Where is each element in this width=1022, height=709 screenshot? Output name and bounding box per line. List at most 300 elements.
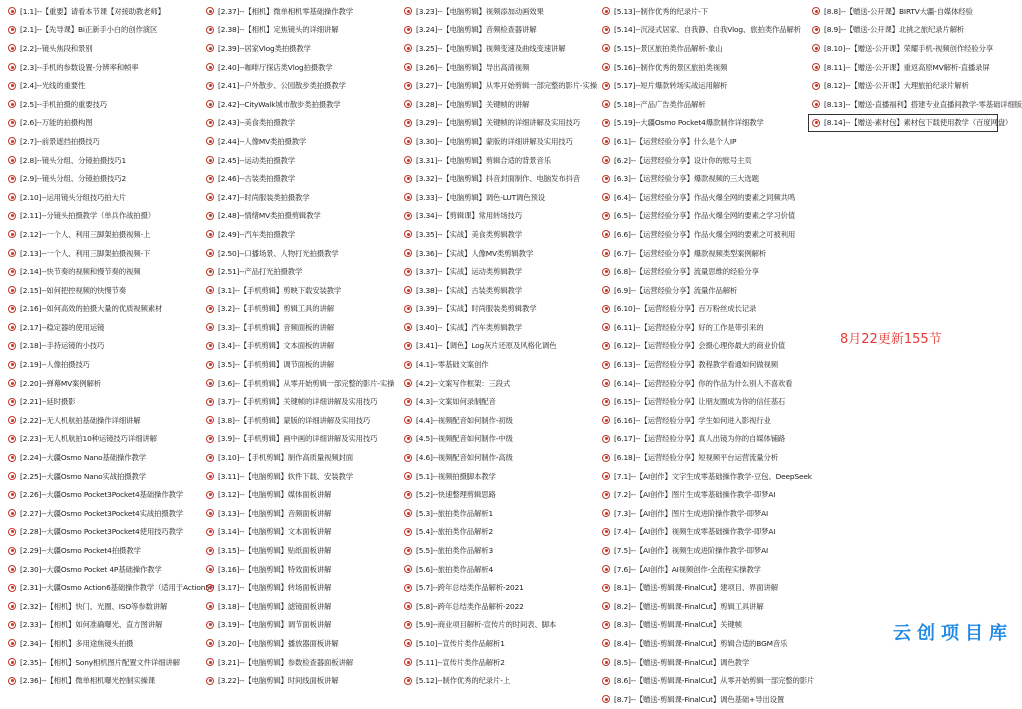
course-list-item[interactable] — [598, 2, 804, 21]
course-item-label: [6.16]--【运营经验分享】学生如何进入影视行业 — [614, 415, 771, 425]
course-item-label: [7.2]--【AI创作】图片生成零基础操作教学-即梦AI — [614, 490, 776, 500]
course-item-label: [2.14]--快节奏的视频和慢节奏的视频 — [20, 267, 141, 277]
course-item-label: [3.3]--【手机剪辑】音频面板的讲解 — [218, 322, 334, 332]
course-list-item[interactable] — [400, 653, 594, 672]
course-item-label: [6.10]--【运营经验分享】百万粉丝成长记录 — [614, 304, 757, 314]
record-icon — [404, 379, 412, 387]
course-list-item[interactable] — [400, 337, 594, 356]
course-list-item[interactable] — [400, 523, 594, 542]
record-icon — [602, 547, 610, 555]
record-icon — [602, 398, 610, 406]
course-list-item[interactable] — [598, 169, 804, 188]
course-list-item[interactable] — [400, 151, 594, 170]
course-list-item[interactable] — [202, 318, 396, 337]
course-list-item[interactable] — [202, 523, 396, 542]
record-icon — [8, 7, 16, 15]
course-list-item[interactable] — [598, 188, 804, 207]
record-icon — [602, 137, 610, 145]
course-item-label: [2.30]--大疆Osmo Pocket 4P基础操作教学 — [20, 564, 162, 574]
record-icon — [404, 193, 412, 201]
course-list-item[interactable] — [598, 690, 804, 709]
course-item-label: [2.19]--人像拍摄技巧 — [20, 360, 90, 370]
course-list-item[interactable] — [4, 597, 198, 616]
course-list-item[interactable] — [400, 541, 594, 560]
course-list-item[interactable] — [808, 21, 998, 40]
record-icon — [8, 491, 16, 499]
course-item-label: [1.1]--【重要】请看本节课【对接助教老师】 — [20, 6, 165, 16]
course-item-label: [3.18]--【电脑剪辑】滤镜面板讲解 — [218, 601, 332, 611]
course-list-item[interactable] — [4, 169, 198, 188]
course-list-item[interactable] — [4, 151, 198, 170]
course-item-label: [2.1]--【先导课】Bi正新手小白的创作演区 — [20, 25, 158, 35]
course-item-label: [3.23]--【电脑剪辑】视频添加动画效果 — [416, 6, 544, 16]
course-list-item[interactable] — [202, 653, 396, 672]
course-item-label: [5.13]--制作优秀的纪录片-下 — [614, 6, 709, 16]
record-icon — [206, 658, 214, 666]
course-list-item[interactable] — [400, 39, 594, 58]
course-list-item[interactable] — [400, 355, 594, 374]
record-icon — [602, 584, 610, 592]
course-list-item[interactable] — [4, 560, 198, 579]
course-list-item[interactable] — [4, 281, 198, 300]
course-item-label: [5.7]--跨年总结类作品解析-2021 — [416, 583, 524, 593]
course-item-label: [2.25]--大疆Osmo Nano实战拍摄教学 — [20, 471, 146, 481]
course-list-item[interactable] — [400, 58, 594, 77]
record-icon — [602, 435, 610, 443]
course-item-label: [2.41]--户外散步、公园散步类拍摄教学 — [218, 81, 346, 91]
course-item-label: [6.13]--【运营经验分享】教程教学看通如何做视频 — [614, 360, 778, 370]
record-icon — [404, 286, 412, 294]
course-list-item[interactable] — [4, 671, 198, 690]
course-list-item[interactable] — [598, 21, 804, 40]
course-list-item[interactable] — [598, 578, 804, 597]
course-list-item[interactable] — [202, 337, 396, 356]
course-list-item[interactable] — [4, 523, 198, 542]
course-list-item[interactable] — [598, 411, 804, 430]
course-list-item[interactable] — [400, 411, 594, 430]
course-item-label: [8.13]--【赠送-直播福利】搭建专业直播间教学-零基础详细版 — [824, 99, 1022, 109]
record-icon — [812, 63, 820, 71]
course-list-item[interactable] — [202, 21, 396, 40]
course-list-item[interactable] — [202, 485, 396, 504]
record-icon — [602, 175, 610, 183]
course-list-item[interactable] — [4, 467, 198, 486]
record-icon — [206, 602, 214, 610]
record-icon — [602, 44, 610, 52]
record-icon — [602, 361, 610, 369]
course-item-label: [2.6]--万能的拍摄构图 — [20, 118, 93, 128]
record-icon — [206, 621, 214, 629]
course-list-item[interactable] — [4, 392, 198, 411]
course-item-label: [5.19]--大疆Osmo Pocket4爆款制作详细教学 — [614, 118, 764, 128]
record-icon — [602, 677, 610, 685]
course-list-item[interactable] — [202, 262, 396, 281]
record-icon — [812, 82, 820, 90]
record-icon — [602, 342, 610, 350]
course-list-item[interactable] — [4, 541, 198, 560]
record-icon — [404, 305, 412, 313]
course-list-item[interactable] — [400, 560, 594, 579]
record-icon — [404, 602, 412, 610]
record-icon — [404, 584, 412, 592]
course-list-item[interactable] — [4, 653, 198, 672]
course-list-item[interactable] — [4, 318, 198, 337]
course-list-item[interactable] — [400, 225, 594, 244]
record-icon — [206, 286, 214, 294]
record-icon — [602, 528, 610, 536]
course-list-item[interactable] — [400, 281, 594, 300]
record-icon — [206, 398, 214, 406]
course-item-label: [2.40]--咖啡厅探店类Vlog拍摄教学 — [218, 62, 333, 72]
record-icon — [206, 26, 214, 34]
course-list-item[interactable] — [400, 207, 594, 226]
course-list-item[interactable] — [202, 355, 396, 374]
course-item-label: [6.1]--【运营经验分享】什么是个人IP — [614, 136, 737, 146]
course-list-item[interactable] — [202, 597, 396, 616]
record-icon — [206, 491, 214, 499]
course-item-label: [6.3]--【运营经验分享】爆款视频的三大选题 — [614, 174, 759, 184]
course-item-label: [6.12]--【运营经验分享】会摄心理你最大的商业价值 — [614, 341, 786, 351]
course-list-item[interactable] — [400, 95, 594, 114]
course-list-item[interactable] — [4, 374, 198, 393]
course-list-item[interactable] — [400, 318, 594, 337]
record-icon — [8, 286, 16, 294]
course-list-item[interactable] — [400, 262, 594, 281]
course-item-label: [2.23]--无人机航拍10种运镜技巧详细讲解 — [20, 434, 157, 444]
course-item-label: [8.11]--【赠送-公开课】重返高原MV解析-直播录屏 — [824, 62, 990, 72]
course-list-item[interactable] — [4, 95, 198, 114]
record-icon — [8, 621, 16, 629]
course-list-item[interactable] — [202, 467, 396, 486]
record-icon — [404, 7, 412, 15]
course-list-item[interactable] — [808, 114, 1013, 133]
record-icon — [8, 435, 16, 443]
course-column — [598, 2, 815, 709]
course-list-item[interactable] — [598, 76, 804, 95]
record-icon — [8, 361, 16, 369]
course-item-label: [3.4]--【手机剪辑】文本面板的讲解 — [218, 341, 334, 351]
course-list-item[interactable] — [202, 560, 396, 579]
course-list-item[interactable] — [4, 132, 198, 151]
course-list-item[interactable] — [400, 374, 594, 393]
record-icon — [602, 454, 610, 462]
course-item-label: [2.29]--大疆Osmo Pocket4拍摄教学 — [20, 546, 141, 556]
course-list-item[interactable] — [202, 616, 396, 635]
course-list-item[interactable] — [4, 504, 198, 523]
course-item-label: [3.33]--【电脑剪辑】调色-LUT调色预设 — [416, 192, 545, 202]
course-item-label: [3.20]--【电脑剪辑】播放器面板讲解 — [218, 638, 339, 648]
course-list-item[interactable] — [202, 225, 396, 244]
course-list-item[interactable] — [4, 448, 198, 467]
course-list-item[interactable] — [202, 430, 396, 449]
course-list-item[interactable] — [598, 300, 804, 319]
record-icon — [602, 491, 610, 499]
course-item-label: [2.43]--美食类拍摄教学 — [218, 118, 296, 128]
record-icon — [404, 119, 412, 127]
course-item-label: [4.4]--视频配音如何制作-初级 — [416, 415, 513, 425]
course-list-item[interactable] — [400, 76, 597, 95]
course-list-item[interactable] — [202, 504, 396, 523]
course-list-item[interactable] — [400, 430, 594, 449]
course-list-item[interactable] — [202, 374, 396, 393]
record-icon — [602, 26, 610, 34]
course-item-label: [3.13]--【电脑剪辑】音频面板讲解 — [218, 508, 332, 518]
course-list-item[interactable] — [4, 188, 198, 207]
course-list-item[interactable] — [202, 95, 396, 114]
record-icon — [602, 416, 610, 424]
course-list-item[interactable] — [598, 541, 804, 560]
record-icon — [206, 268, 214, 276]
record-icon — [602, 7, 610, 15]
course-list-item[interactable] — [598, 467, 812, 486]
course-list-item[interactable] — [400, 634, 594, 653]
course-item-label: [8.6]--【赠送-剪辑课-FinalCut】从零开始剪辑一部完整的影片 — [614, 676, 815, 686]
course-list-item[interactable] — [202, 207, 396, 226]
course-list-item[interactable] — [400, 578, 594, 597]
course-list-item[interactable] — [4, 337, 198, 356]
course-list-item[interactable] — [598, 653, 804, 672]
course-item-label: [5.1]--视频拍摄脚本教学 — [416, 471, 496, 481]
record-icon — [206, 528, 214, 536]
course-item-label: [5.11]--宣传片类作品解析2 — [416, 657, 505, 667]
course-item-label: [3.38]--【实战】古装类剪辑教学 — [416, 285, 523, 295]
course-item-label: [3.7]--【手机剪辑】关键帧的详细讲解及实用技巧 — [218, 397, 378, 407]
course-list-item[interactable] — [202, 300, 396, 319]
course-list-item[interactable] — [598, 504, 804, 523]
record-icon — [404, 658, 412, 666]
course-list-item[interactable] — [202, 392, 396, 411]
course-list-item[interactable] — [598, 132, 804, 151]
record-icon — [404, 137, 412, 145]
course-list-item[interactable] — [598, 39, 804, 58]
course-list-item[interactable] — [4, 300, 198, 319]
record-icon — [602, 379, 610, 387]
course-list-item[interactable] — [4, 411, 198, 430]
course-list-item[interactable] — [598, 281, 804, 300]
course-list-item[interactable] — [400, 2, 594, 21]
course-list-item[interactable] — [598, 262, 804, 281]
course-list-item[interactable] — [202, 188, 396, 207]
course-item-label: [3.36]--【实战】人像MV类剪辑教学 — [416, 248, 534, 258]
record-icon — [206, 361, 214, 369]
course-list-item[interactable] — [400, 169, 594, 188]
course-item-label: [5.8]--跨年总结类作品解析-2022 — [416, 601, 524, 611]
course-list-item[interactable] — [400, 616, 594, 635]
course-list-item[interactable] — [4, 616, 198, 635]
course-list-item[interactable] — [598, 448, 804, 467]
course-list-item[interactable] — [4, 76, 198, 95]
course-list-item[interactable] — [598, 114, 804, 133]
course-list-item[interactable] — [400, 392, 594, 411]
course-item-label: [3.26]--【电脑剪辑】导出高清视频 — [416, 62, 530, 72]
course-list-item[interactable] — [400, 300, 594, 319]
record-icon — [602, 119, 610, 127]
course-item-label: [2.22]--无人机航拍基础操作详细讲解 — [20, 415, 141, 425]
course-list-item[interactable] — [202, 448, 396, 467]
record-icon — [206, 249, 214, 257]
course-item-label: [2.47]--时尚服装类拍摄教学 — [218, 192, 310, 202]
record-icon — [602, 268, 610, 276]
course-list-item[interactable] — [202, 411, 396, 430]
record-icon — [206, 547, 214, 555]
course-item-label: [3.31]--【电脑剪辑】剪辑合适的背景音乐 — [416, 155, 551, 165]
course-list-item[interactable] — [598, 207, 804, 226]
record-icon — [602, 305, 610, 313]
course-item-label: [6.8]--【运营经验分享】流量思维的经验分享 — [614, 267, 759, 277]
course-list-item[interactable] — [400, 21, 594, 40]
course-list-item[interactable] — [202, 634, 396, 653]
course-list-item[interactable] — [598, 337, 804, 356]
course-list-item[interactable] — [400, 485, 594, 504]
course-item-label: [2.8]--镜头分组、分镜拍摄技巧1 — [20, 155, 127, 165]
course-item-label: [4.5]--视频配音如何制作-中级 — [416, 434, 513, 444]
watermark-logo: 云创项目库 — [893, 623, 1013, 644]
record-icon — [206, 82, 214, 90]
course-list-item[interactable] — [400, 504, 594, 523]
course-item-label: [6.9]--【运营经验分享】流量作品解析 — [614, 285, 738, 295]
course-item-label: [2.34]--【相机】多用途焦镜头拍摄 — [20, 638, 134, 648]
record-icon — [8, 547, 16, 555]
course-list-item[interactable] — [400, 467, 594, 486]
course-list-item[interactable] — [598, 523, 804, 542]
course-item-label: [3.11]--【电脑剪辑】软件下载、安装教学 — [218, 471, 353, 481]
course-list-item[interactable] — [4, 578, 215, 597]
record-icon — [404, 454, 412, 462]
record-icon — [602, 100, 610, 108]
course-list-item[interactable] — [400, 114, 594, 133]
record-icon — [206, 63, 214, 71]
record-icon — [8, 677, 16, 685]
course-item-label: [3.22]--【电脑剪辑】时间线面板讲解 — [218, 676, 339, 686]
course-item-label: [3.19]--【电脑剪辑】调节面板讲解 — [218, 620, 332, 630]
course-item-label: [8.14]--【赠送-素材包】素材包下载使用教学（百度网盘） — [824, 118, 1013, 128]
course-item-label: [2.36]--【相机】微单相机曝光控制实操课 — [20, 676, 155, 686]
course-item-label: [2.33]--【相机】如何准确曝光、直方图讲解 — [20, 620, 163, 630]
record-icon — [602, 212, 610, 220]
course-item-label: [2.26]--大疆Osmo Pocket3Pocket4基础操作教学 — [20, 490, 184, 500]
course-list-item[interactable] — [598, 485, 804, 504]
course-item-label: [8.4]--【赠送-剪辑课-FinalCut】剪辑合适的BGM音乐 — [614, 638, 788, 648]
record-icon — [812, 26, 820, 34]
course-list-item[interactable] — [202, 281, 396, 300]
course-list-item[interactable] — [202, 114, 396, 133]
course-list-item[interactable] — [598, 58, 804, 77]
course-list-item[interactable] — [4, 225, 198, 244]
record-icon — [404, 416, 412, 424]
record-icon — [602, 565, 610, 573]
course-list-item[interactable] — [202, 671, 396, 690]
course-list-item[interactable] — [4, 430, 198, 449]
record-icon — [206, 509, 214, 517]
record-icon — [8, 454, 16, 462]
course-list-item[interactable] — [202, 2, 396, 21]
record-icon — [8, 212, 16, 220]
course-list-item[interactable] — [4, 39, 198, 58]
course-list-item[interactable] — [598, 225, 804, 244]
course-item-label: [2.21]--延时摄影 — [20, 397, 76, 407]
course-list-item[interactable] — [598, 355, 804, 374]
course-list-item[interactable] — [598, 671, 815, 690]
course-list-item[interactable] — [598, 430, 804, 449]
record-icon — [404, 100, 412, 108]
course-list-item[interactable] — [202, 58, 396, 77]
course-list-item[interactable] — [808, 76, 998, 95]
course-list-item[interactable] — [4, 21, 198, 40]
record-icon — [812, 44, 820, 52]
record-icon — [206, 565, 214, 573]
course-item-label: [6.14]--【运营经验分享】你的作品为什么别人不喜欢看 — [614, 378, 793, 388]
course-list-item[interactable] — [202, 132, 396, 151]
course-item-label: [3.32]--【电脑剪辑】抖音封面制作、电脑发布抖音 — [416, 174, 580, 184]
course-item-label: [2.15]--如何把控视频的快慢节奏 — [20, 285, 127, 295]
course-list-item[interactable] — [598, 95, 804, 114]
course-list-item[interactable] — [598, 151, 804, 170]
record-icon — [404, 621, 412, 629]
course-list-item[interactable] — [808, 95, 1022, 114]
course-list-item[interactable] — [202, 169, 396, 188]
record-icon — [404, 491, 412, 499]
course-list-item[interactable] — [598, 244, 804, 263]
course-item-label: [4.2]--文案写作框架：三段式 — [416, 378, 511, 388]
course-item-label: [8.9]--【赠送-公开课】北挑之旅纪录片解析 — [824, 25, 965, 35]
course-list-item[interactable] — [4, 355, 198, 374]
course-list-item[interactable] — [4, 58, 198, 77]
course-list-item[interactable] — [598, 634, 804, 653]
record-icon — [602, 509, 610, 517]
course-list-item[interactable] — [400, 597, 594, 616]
record-icon — [404, 323, 412, 331]
course-list-item[interactable] — [598, 318, 804, 337]
course-list-item[interactable] — [808, 58, 998, 77]
course-list-item[interactable] — [400, 671, 594, 690]
course-item-label: [6.6]--【运营经验分享】作品火爆全网的要素之可被利用 — [614, 229, 796, 239]
course-item-label: [3.27]--【电脑剪辑】从零开始剪辑一部完整的影片-实操 — [416, 81, 597, 91]
course-list-item[interactable] — [598, 597, 804, 616]
course-list-item[interactable] — [202, 244, 396, 263]
course-list-item[interactable] — [202, 151, 396, 170]
record-icon — [8, 193, 16, 201]
course-item-label: [6.17]--【运营经验分享】真人出镜为你的自媒体铺路 — [614, 434, 786, 444]
course-list-item[interactable] — [400, 188, 594, 207]
course-list-item[interactable] — [202, 578, 396, 597]
course-list-item[interactable] — [598, 392, 804, 411]
course-list-item[interactable] — [598, 616, 804, 635]
course-list-item[interactable] — [4, 2, 198, 21]
course-list-item[interactable] — [808, 39, 998, 58]
course-list-item[interactable] — [808, 2, 998, 21]
course-list-item[interactable] — [598, 374, 804, 393]
record-icon — [206, 156, 214, 164]
course-item-label: [5.18]--产品广告类作品解析 — [614, 99, 706, 109]
course-list-item[interactable] — [4, 634, 198, 653]
course-list-item[interactable] — [4, 244, 198, 263]
course-list-item[interactable] — [202, 76, 396, 95]
course-list-item[interactable] — [4, 262, 198, 281]
course-list-item[interactable] — [4, 485, 198, 504]
record-icon — [206, 435, 214, 443]
course-list-item[interactable] — [598, 560, 804, 579]
record-icon — [8, 63, 16, 71]
course-list-item[interactable] — [202, 541, 396, 560]
course-item-label: [5.3]--旅拍类作品解析1 — [416, 508, 494, 518]
course-list-item[interactable] — [202, 39, 396, 58]
record-icon — [206, 472, 214, 480]
course-list-item[interactable] — [4, 114, 198, 133]
course-list-item[interactable] — [4, 207, 198, 226]
course-list-item[interactable] — [400, 132, 594, 151]
course-list-item[interactable] — [400, 244, 594, 263]
course-list-item[interactable] — [400, 448, 594, 467]
